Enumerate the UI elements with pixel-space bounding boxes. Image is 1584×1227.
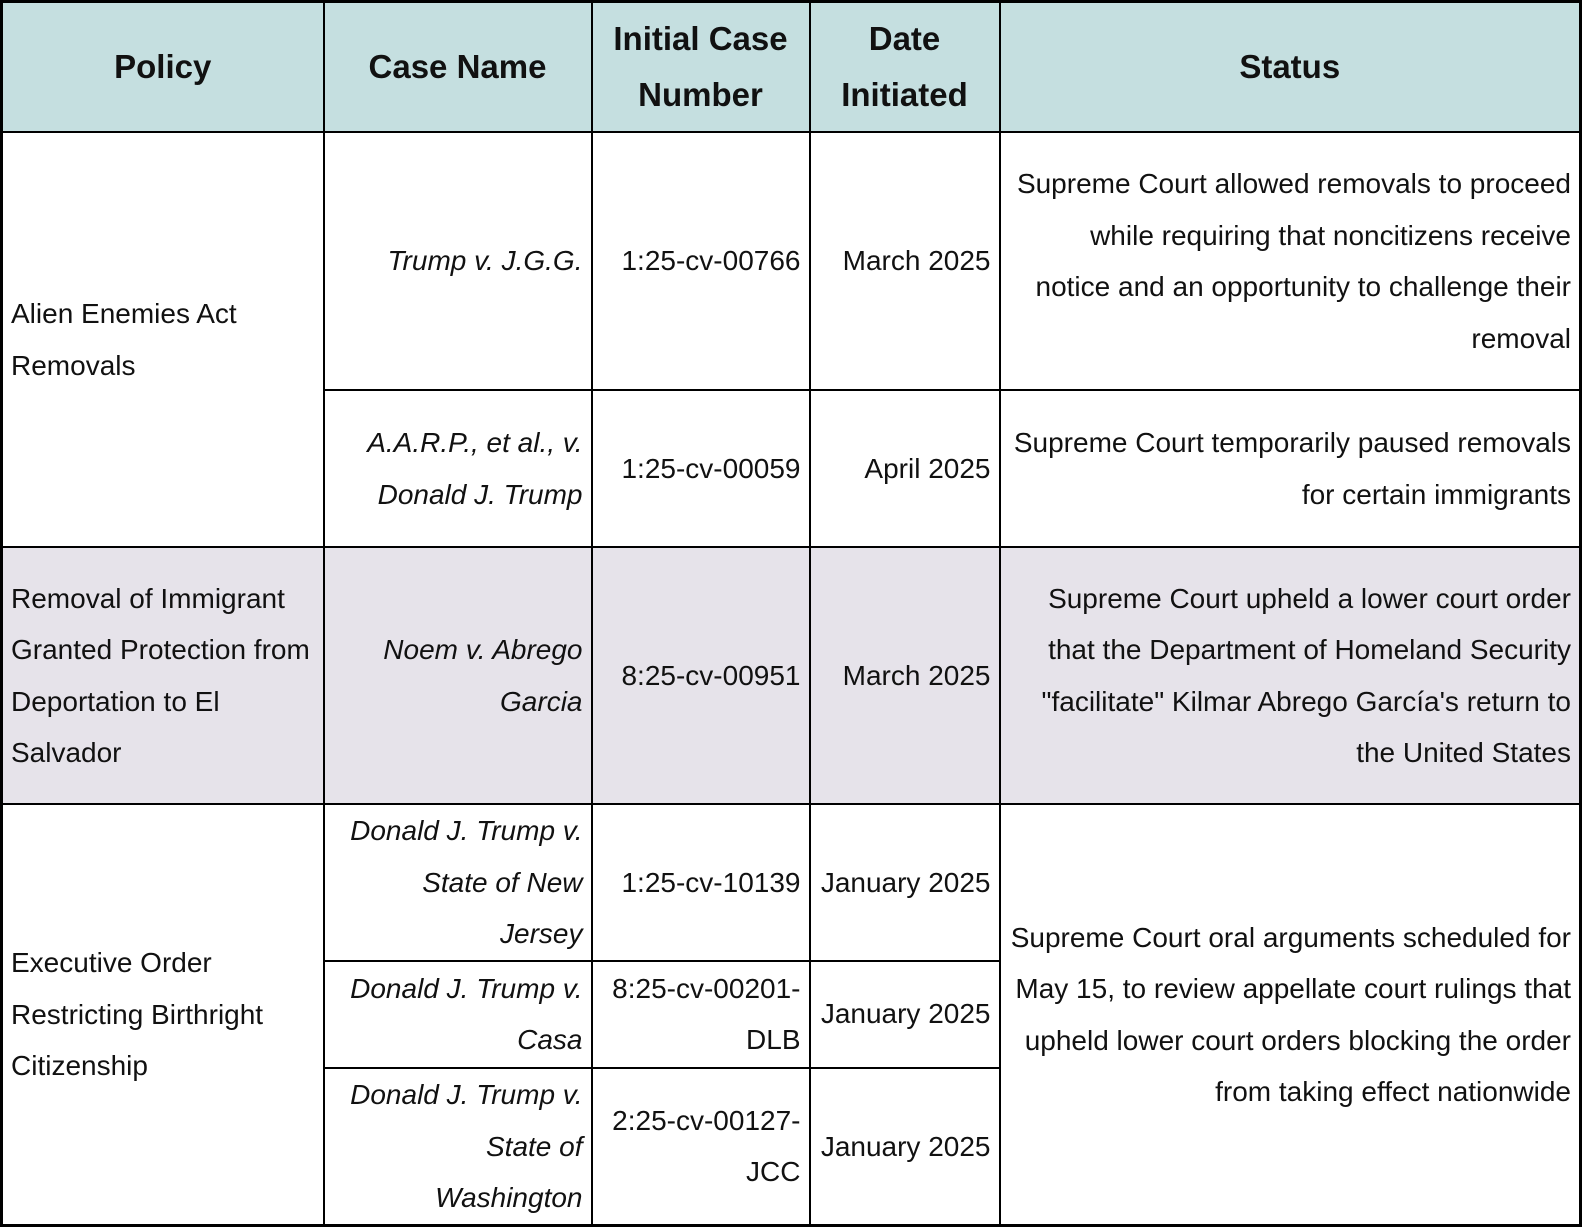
case-name-cell: Donald J. Trump v. Casa bbox=[324, 961, 592, 1068]
date-initiated-cell: January 2025 bbox=[810, 961, 1000, 1068]
case-number-cell: 1:25-cv-10139 bbox=[592, 804, 810, 961]
status-cell: Supreme Court allowed removals to proceed while requiring that noncitizens receive notice and an opportunity to challenge their removal bbox=[1000, 132, 1581, 390]
header-case-name: Case Name bbox=[324, 2, 592, 133]
policy-cell: Alien Enemies Act Removals bbox=[2, 132, 324, 547]
table-row bbox=[2, 132, 1581, 390]
date-initiated-cell: April 2025 bbox=[810, 390, 1000, 547]
status-cell: Supreme Court oral arguments scheduled for May 15, to review appellate court rulings that upheld lower court orders blocking the order from taking effect nationwide bbox=[1000, 804, 1581, 1226]
status-cell: Supreme Court upheld a lower court order that the Department of Homeland Security "facilitate" Kilmar Abrego García's return to the United States bbox=[1000, 547, 1581, 804]
case-number-cell: 1:25-cv-00766 bbox=[592, 132, 810, 390]
case-number-cell: 1:25-cv-00059 bbox=[592, 390, 810, 547]
table-row bbox=[2, 804, 1581, 961]
case-name-cell: Donald J. Trump v. State of Washington bbox=[324, 1068, 592, 1226]
table-row bbox=[2, 547, 1581, 804]
policy-cell: Executive Order Restricting Birthright Citizenship bbox=[2, 804, 324, 1226]
header-line: Initial Case bbox=[613, 20, 788, 57]
date-initiated-cell: January 2025 bbox=[810, 1068, 1000, 1226]
case-name-cell: Noem v. Abrego Garcia bbox=[324, 547, 592, 804]
case-number-cell: 8:25-cv-00951 bbox=[592, 547, 810, 804]
case-name-cell: Trump v. J.G.G. bbox=[324, 132, 592, 390]
header-initial-case-number bbox=[592, 2, 810, 133]
case-name-cell: Donald J. Trump v. State of New Jersey bbox=[324, 804, 592, 961]
header-date-initiated bbox=[810, 2, 1000, 133]
date-initiated-cell: January 2025 bbox=[810, 804, 1000, 961]
policy-cell: Removal of Immigrant Granted Protection from Deportation to El Salvador bbox=[2, 547, 324, 804]
date-initiated-cell: March 2025 bbox=[810, 547, 1000, 804]
header-row bbox=[2, 2, 1581, 133]
header-line: Number bbox=[638, 76, 763, 113]
header-line: Date bbox=[868, 20, 941, 57]
header-policy: Policy bbox=[2, 2, 324, 133]
status-cell: Supreme Court temporarily paused removals for certain immigrants bbox=[1000, 390, 1581, 547]
header-status: Status bbox=[1000, 2, 1581, 133]
date-initiated-cell: March 2025 bbox=[810, 132, 1000, 390]
case-name-cell: A.A.R.P., et al., v. Donald J. Trump bbox=[324, 390, 592, 547]
header-line: Initiated bbox=[841, 76, 968, 113]
case-number-cell: 8:25-cv-00201-DLB bbox=[592, 961, 810, 1068]
case-number-cell: 2:25-cv-00127-JCC bbox=[592, 1068, 810, 1226]
